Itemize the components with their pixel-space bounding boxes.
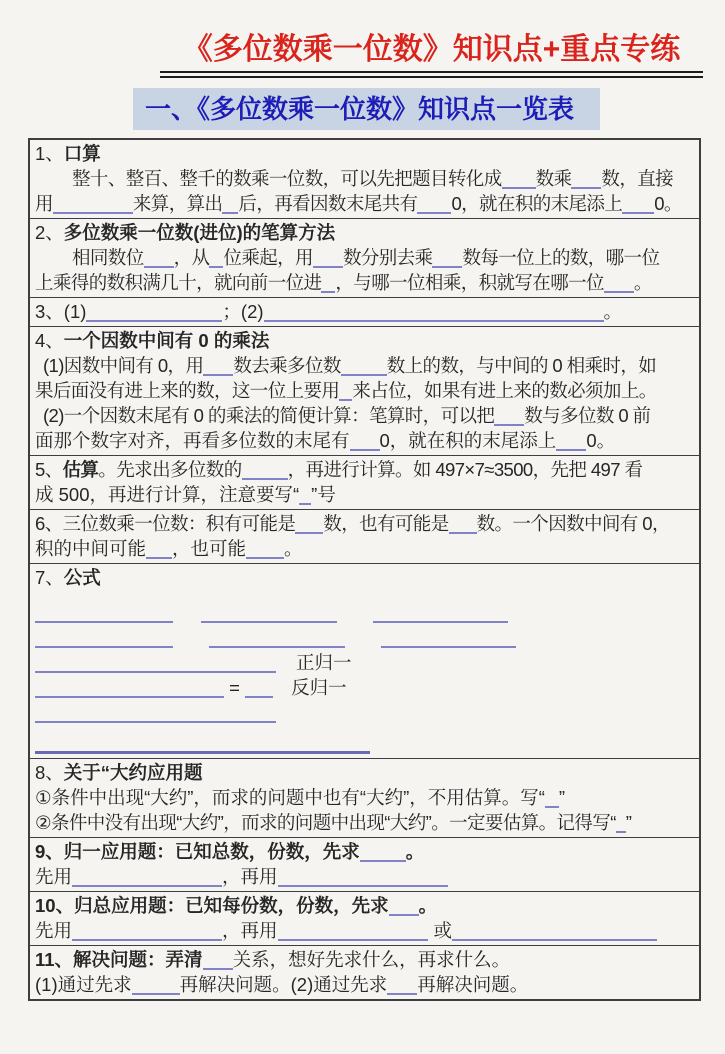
blank-underline — [35, 607, 173, 623]
table-line — [35, 650, 695, 675]
table-line — [35, 403, 695, 428]
blank-underline — [545, 792, 559, 808]
text-segment: 。 — [603, 301, 623, 322]
text-segment: 1、 — [35, 143, 64, 164]
blank-underline — [341, 360, 387, 376]
text-segment: 用 — [35, 193, 53, 214]
text-segment: 相同数位 — [72, 247, 144, 268]
table-line — [35, 378, 695, 403]
spacer — [173, 618, 201, 619]
blank-underline — [35, 737, 370, 754]
text-segment: 一个因数中间有 0 的乘法 — [63, 330, 270, 351]
text-segment: ” — [625, 812, 632, 833]
text-segment: ，从 — [173, 247, 210, 268]
page-title: 《多位数乘一位数》知识点+重点专练 — [182, 33, 681, 66]
blank-underline — [72, 871, 222, 887]
row-9-guiyi-problems — [30, 837, 699, 891]
spacer — [345, 643, 381, 644]
text-segment: 积的中间可能 — [35, 538, 147, 559]
text-segment: 关于“大约应用题 — [63, 762, 203, 783]
text-segment: 。 — [418, 895, 438, 916]
row-7-formulas — [30, 563, 699, 758]
text-segment: 先用 — [35, 920, 73, 941]
blank-underline — [222, 198, 238, 214]
table-line — [35, 600, 695, 625]
row-3-blanks — [30, 297, 699, 326]
table-line — [35, 353, 695, 378]
blank-underline — [389, 900, 419, 916]
blank-underline — [616, 817, 626, 833]
text-segment: 4、 — [35, 330, 64, 351]
blank-underline — [144, 252, 174, 268]
table-line — [35, 245, 695, 270]
blank-underline — [35, 632, 173, 648]
table-line — [35, 328, 695, 353]
table-line — [35, 565, 695, 590]
row-11-solve-problems — [30, 945, 699, 999]
blank-underline — [242, 464, 288, 480]
table-line — [35, 785, 695, 810]
text-segment: 数分别去乘 — [342, 247, 433, 268]
blank-underline — [278, 925, 428, 941]
text-segment: 3、(1) — [35, 301, 87, 322]
text-segment: 8、 — [35, 762, 64, 783]
blank-underline — [209, 632, 345, 648]
table-line — [35, 810, 695, 835]
text-segment: 2、 — [35, 222, 64, 243]
table-line — [35, 972, 695, 997]
text-segment: (2)一个因数末尾有 0 的乘法的简便计算：笔算时，可以把 — [43, 405, 495, 426]
table-line — [35, 700, 695, 725]
text-segment: 5、 — [35, 459, 63, 480]
blank-underline — [556, 435, 586, 451]
text-segment: 6、三位数乘一位数：积有可能是 — [35, 513, 296, 534]
text-segment: ②条件中没有出现“大约”，而求的问题中出现“大约”。一定要估算。记得写“ — [35, 812, 616, 833]
text-segment: 成 500，再进行计算，注意要写“ — [35, 484, 300, 505]
spacer — [35, 263, 72, 264]
table-line — [35, 511, 695, 536]
table-line — [35, 625, 695, 650]
text-segment: 公式 — [63, 567, 101, 588]
blank-underline — [278, 871, 448, 887]
text-segment: ①条件中出现“大约”，而求的问题中也有“大约”，不用估算。写“ — [35, 787, 545, 808]
spacer — [337, 618, 373, 619]
table-line — [35, 166, 695, 191]
blank-underline — [264, 306, 604, 322]
blank-underline — [295, 518, 323, 534]
text-segment: 数，也有可能是 — [323, 513, 449, 534]
text-segment: = — [224, 677, 246, 698]
spacer — [35, 421, 43, 422]
text-segment: ”号 — [311, 484, 336, 505]
table-line — [35, 141, 695, 166]
table-line — [35, 760, 695, 785]
text-segment: 正归一 — [296, 652, 352, 673]
knowledge-table — [28, 138, 701, 1001]
blank-underline — [132, 979, 180, 995]
spacer — [173, 643, 209, 644]
table-line — [35, 457, 695, 482]
blank-underline — [201, 607, 337, 623]
text-segment: ，与哪一位相乘，积就写在哪一位 — [335, 272, 604, 293]
blank-underline — [209, 252, 223, 268]
row-10-guizong-problems — [30, 891, 699, 945]
text-segment: 来占位，如果有进上来的数必须加上。 — [352, 380, 657, 401]
blank-underline — [350, 435, 380, 451]
blank-underline — [622, 198, 654, 214]
row-1-oral-calc — [30, 140, 699, 218]
table-line — [35, 731, 695, 756]
text-segment: 数与多位数 0 前 — [524, 405, 651, 426]
blank-underline — [35, 682, 224, 698]
text-segment: 反归一 — [291, 677, 347, 698]
text-segment: (1)因数中间有 0，用 — [43, 355, 204, 376]
text-segment: 关系，想好先求什么，再求什么。 — [232, 949, 511, 970]
blank-underline — [373, 607, 508, 623]
text-segment: 或 — [433, 920, 453, 941]
text-segment: 面那个数字对齐，再看多位数的末尾有 — [35, 430, 350, 451]
blank-underline — [452, 925, 657, 941]
spacer — [276, 668, 296, 669]
text-segment: 。先求出多位数的 — [98, 459, 242, 480]
text-segment: ，再用 — [222, 866, 278, 887]
blank-underline — [571, 173, 601, 189]
row-5-estimation — [30, 455, 699, 509]
blank-underline — [321, 277, 335, 293]
row-4-zero-in-middle — [30, 326, 699, 455]
table-line — [35, 839, 695, 864]
blank-underline — [494, 410, 524, 426]
text-segment: ，再用 — [222, 920, 278, 941]
blank-underline — [203, 954, 233, 970]
blank-underline — [35, 657, 276, 673]
title-underline — [160, 71, 703, 78]
row-2-written-method — [30, 218, 699, 297]
text-segment: 数上的数，与中间的 0 相乘时，如 — [386, 355, 657, 376]
text-segment: 口算 — [63, 143, 101, 164]
table-line — [35, 864, 695, 889]
blank-underline — [381, 632, 516, 648]
blank-underline — [35, 707, 276, 723]
table-line — [35, 893, 695, 918]
text-segment: 先用 — [35, 866, 73, 887]
text-segment: ；(2) — [222, 301, 264, 322]
text-segment: 数乘 — [535, 168, 572, 189]
blank-underline — [387, 979, 417, 995]
blank-underline — [245, 682, 273, 698]
text-segment: ” — [558, 787, 566, 808]
text-segment: 0，就在积的末尾添上 — [379, 430, 557, 451]
text-segment: 来算，算出 — [132, 193, 223, 214]
spacer — [35, 371, 43, 372]
text-segment: 。 — [633, 272, 652, 293]
text-segment: 数。一个因数中间有 0， — [476, 513, 670, 534]
blank-underline — [432, 252, 462, 268]
blank-underline — [203, 360, 233, 376]
blank-underline — [313, 252, 343, 268]
text-segment: 。 — [405, 841, 425, 862]
section-heading: 一、《多位数乘一位数》知识点一览表 — [133, 88, 600, 130]
spacer — [273, 693, 291, 694]
blank-underline — [86, 306, 222, 322]
spacer — [35, 184, 72, 185]
text-segment: 估算 — [62, 459, 99, 480]
text-segment: 。 — [284, 538, 303, 559]
text-segment: 再解决问题。(2)通过先求 — [179, 974, 388, 995]
table-line — [35, 299, 695, 324]
text-segment: 7、 — [35, 567, 64, 588]
blank-underline — [299, 489, 311, 505]
table-line — [35, 191, 695, 216]
row-8-approx-problems — [30, 758, 699, 837]
text-segment: 数每一位上的数，哪一位 — [462, 247, 660, 268]
title-block — [160, 30, 703, 78]
blank-underline — [604, 277, 634, 293]
table-line — [35, 270, 695, 295]
blank-underline — [360, 846, 406, 862]
table-line — [35, 536, 695, 561]
text-segment: 数去乘多位数 — [233, 355, 341, 376]
text-segment: 0。 — [654, 193, 682, 214]
text-segment: 11、解决问题：弄清 — [35, 949, 203, 970]
text-segment: 整十、整百、整千的数乘一位数，可以先把题目转化成 — [72, 168, 502, 189]
text-segment: 0。 — [586, 430, 616, 451]
blank-underline — [339, 385, 352, 401]
text-segment: ，也可能 — [172, 538, 247, 559]
text-segment: 10、归总应用题：已知每份数，份数，先求 — [35, 895, 389, 916]
text-segment: 数，直接 — [601, 168, 674, 189]
text-segment: 0，就在积的末尾添上 — [451, 193, 623, 214]
text-segment: 上乘得的数积满几十，就向前一位进 — [35, 272, 322, 293]
worksheet-page — [0, 30, 725, 1001]
table-line — [35, 428, 695, 453]
text-segment: 9、归一应用题：已知总数，份数，先求 — [35, 841, 360, 862]
text-segment: 位乘起，用 — [223, 247, 313, 268]
table-line — [35, 675, 695, 700]
text-segment: 多位数乘一位数(进位)的笔算方法 — [63, 222, 336, 243]
blank-underline — [417, 198, 451, 214]
table-line — [35, 220, 695, 245]
blank-underline — [72, 925, 222, 941]
blank-underline — [53, 198, 133, 214]
table-line — [35, 947, 695, 972]
blank-underline — [502, 173, 536, 189]
text-segment: ，再进行计算。如 497×7≈3500，先把 497 看 — [287, 459, 643, 480]
blank-underline — [246, 543, 284, 559]
blank-underline — [449, 518, 477, 534]
text-segment: 再解决问题。 — [417, 974, 529, 995]
table-line — [35, 918, 695, 943]
text-segment: (1)通过先求 — [35, 974, 132, 995]
row-6-three-digit — [30, 509, 699, 563]
blank-underline — [146, 543, 172, 559]
table-line — [35, 482, 695, 507]
text-segment: 果后面没有进上来的数，这一位上要用 — [35, 380, 340, 401]
text-segment: 后，再看因数末尾共有 — [238, 193, 418, 214]
